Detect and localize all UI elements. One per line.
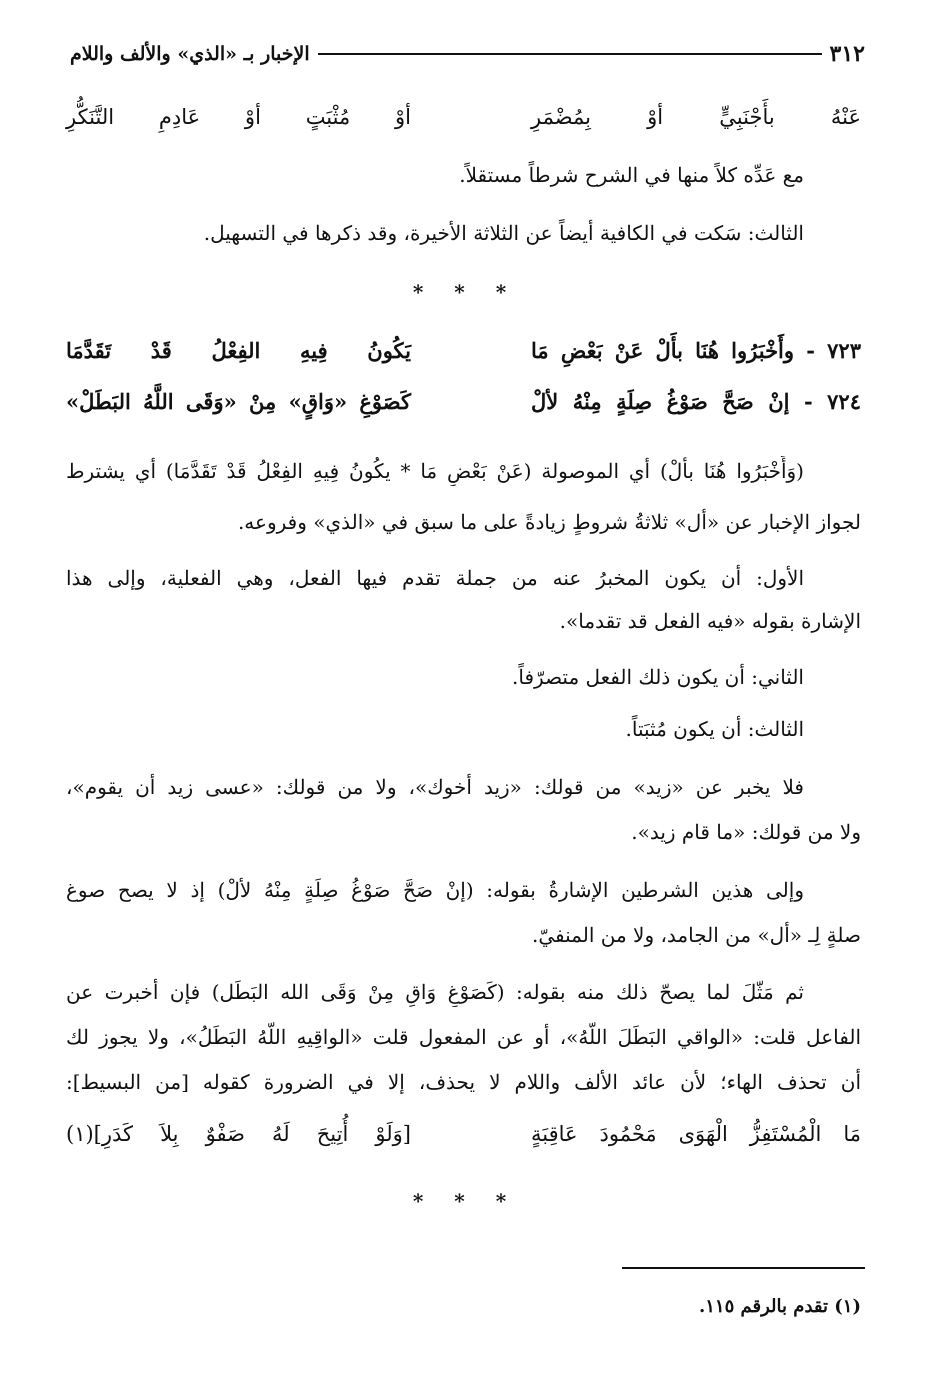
- header-rule: [318, 53, 822, 55]
- verse-second-half: يَكُونُ فِيهِ الفِعْلُ قَدْ تَقَدَّمَا: [66, 338, 411, 363]
- paragraph-line: الأول: أن يكون المخبرُ عنه من جملة تقدم فيها الفعل، وهي الفعلية، وإلى هذا: [66, 566, 804, 590]
- paragraph-line: الإشارة بقوله «فيه الفعل قد تقدما».: [559, 609, 861, 633]
- paragraph-line: الفاعل قلت: «الواقي البَطَلَ اللَّهُ»، أو عن المفعول قلت «الواقِيهِ اللَّهُ البَطَلُ»، ولا يجوز لك: [66, 1025, 861, 1049]
- verse-second-half: [وَلَوْ أُتِيحَ لَهُ صَفْوٌ بِلاَ كَدَرِ](١): [66, 1122, 411, 1146]
- footnote-rule: [622, 1267, 865, 1269]
- section-separator: * * *: [412, 280, 519, 304]
- paragraph-line: الثاني: أن يكون ذلك الفعل متصرّفاً.: [512, 665, 804, 689]
- verse-second-half: أوْ مُثْبَتٍ أوْ عَادِمِ التَّنَكُّرِ: [66, 105, 411, 129]
- paragraph-line: فلا يخبر عن «زيد» من قولك: «زيد أخوك»، ولا من قولك: «عسى زيد أن يقوم»،: [66, 775, 804, 799]
- verse-first-half: عَنْهُ بأَجْنَبِيٍّ أوْ بِمُضْمَرِ: [531, 105, 861, 129]
- paragraph-line: ولا من قولك: «ما قام زيد».: [631, 820, 861, 844]
- verse-724: [66, 385, 861, 419]
- verse-top: [66, 100, 861, 134]
- verse-723: [66, 334, 861, 368]
- footnote: (١) تقدم بالرقم ١١٥.: [698, 1296, 861, 1317]
- paragraph-line: صلةٍ لِـ «أل» من الجامد، ولا من المنفيّ.: [532, 923, 861, 947]
- paragraph-line: ثم مَثّلَ لما يصحّ ذلك منه بقوله: (كَصَوْغِ وَاقٍ مِنْ وَقَى الله البَطَل) فإن أخبرت عن: [66, 980, 804, 1004]
- paragraph-line: (وَأَخْبَرُوا هُنَا بأَلْ) أي الموصولة (عَنْ بَعْضِ مَا * يكُونُ فِيهِ الفِعْلُ قَدْ تَقَدَّمَا) أي يشترط: [66, 459, 804, 483]
- paragraph-line: وإلى هذين الشرطين الإشارةُ بقوله: (إنْ صَحَّ صَوْغُ صِلَةٍ مِنْهُ لألْ) إذ لا يصح صوغ: [66, 878, 804, 902]
- paragraph-line: الثالث: سَكت في الكافية أيضاً عن الثلاثة الأخيرة، وقد ذكرها في التسهيل.: [203, 221, 804, 245]
- running-header: [70, 36, 865, 72]
- paragraph-line: لجواز الإخبار عن «أل» ثلاثةُ شروطٍ زيادةً على ما سبق في «الذي» وفروعه.: [237, 510, 861, 534]
- chapter-title: الإخبار بـ «الذي» والألف واللام: [70, 43, 310, 65]
- verse-first-half: مَا الْمُسْتَفِزُّ الْهَوَى مَحْمُودَ عَاقِبَةٍ: [531, 1122, 861, 1146]
- paragraph-line: أن تحذف الهاء؛ لأن عائد الألف واللام لا يحذف، إلا في الضرورة كقوله [من البسيط]:: [66, 1070, 861, 1094]
- poem-verse: [66, 1117, 861, 1151]
- paragraph-line: مع عَدِّه كلاً منها في الشرح شرطاً مستقلاً.: [459, 163, 804, 187]
- verse-second-half: كَصَوْغِ «وَاقٍ» مِنْ «وَقَى اللَّهُ البَطَلْ»: [66, 389, 411, 414]
- verse-first-half: ٧٢٤ - إنْ صَحَّ صَوْغُ صِلَةٍ مِنْهُ لألْ: [531, 389, 861, 414]
- verse-first-half: ٧٢٣ - وأَخْبَرُوا هُنَا بأَلْ عَنْ بَعْضِ مَا: [531, 338, 861, 363]
- paragraph-line: الثالث: أن يكون مُثبَتاً.: [625, 717, 804, 741]
- section-separator: * * *: [412, 1189, 519, 1213]
- page-number: ٣١٢: [829, 41, 865, 67]
